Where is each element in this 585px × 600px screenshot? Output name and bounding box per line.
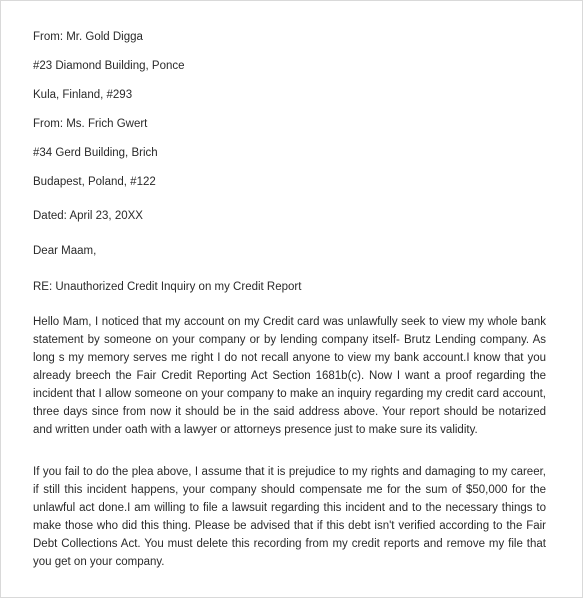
body-paragraph-1: Hello Mam, I noticed that my account on my Credit card was unlawfully seek to view my whole bank statement by someone on your company or by lending company itself- Brutz Lending company. As long s my memory serves me right I do not recall anyone to view my bank account.I know that you already breech the Fair Credit Reporting Act Section 1681b(c). Now I want a proof regarding the incident that I allow someone on your company to make an inquiry regarding my credit card account, three days since from now it should be in the said address above. Your report should be notarized and written under oath with a lawyer or attorneys presence just to make sure its validity. [33, 316, 546, 436]
subject-line: RE: Unauthorized Credit Inquiry on my Credit Report [33, 281, 302, 293]
body-paragraph-2: If you fail to do the plea above, I assume that it is prejudice to my rights and damaging to my career, if still this incident happens, your company should compensate me for the sum of $50,000 for the unlawful act done.I am willing to file a lawsuit regarding this incident and to the necessary things to make those who did this thing. Please be advised that if this debt isn't verified according to the Fair Debt Collections Act. You must delete this recording from my credit reports and remove my file that you get on your company. [33, 466, 546, 568]
sender-name: From: Mr. Gold Digga [33, 31, 143, 43]
sender-address-line-2: Kula, Finland, #293 [33, 89, 133, 101]
sender-address-line-1: #23 Diamond Building, Ponce [33, 60, 185, 72]
letter-date: Dated: April 23, 20XX [33, 210, 143, 222]
recipient-address-line-2: Budapest, Poland, #122 [33, 176, 156, 188]
recipient-address-line-1: #34 Gerd Building, Brich [33, 147, 158, 159]
recipient-name: From: Ms. Frich Gwert [33, 118, 148, 130]
salutation: Dear Maam, [33, 245, 97, 257]
